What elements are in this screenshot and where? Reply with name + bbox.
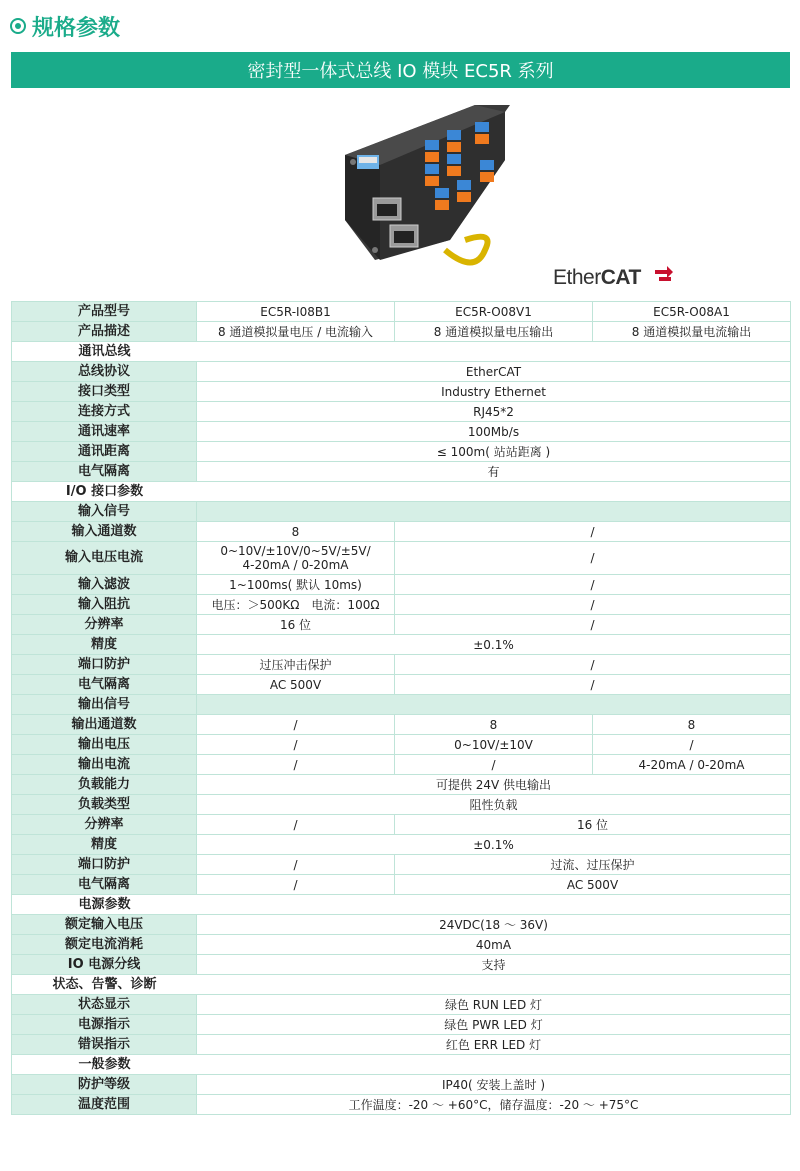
row-label: 温度范围 xyxy=(12,1095,197,1115)
row-label: 输出电流 xyxy=(12,755,197,775)
table-row xyxy=(12,795,791,815)
value-cell: Industry Ethernet xyxy=(197,382,791,402)
table-row xyxy=(12,615,791,635)
value-cell: 40mA xyxy=(197,935,791,955)
value-cell: 16 位 xyxy=(197,615,395,635)
value-cell: ≤ 100m( 站站距离 ) xyxy=(197,442,791,462)
row-label: 端口防护 xyxy=(12,855,197,875)
model-cell: EC5R-I08B1 xyxy=(197,302,395,322)
value-cell: / xyxy=(197,735,395,755)
value-cell: / xyxy=(395,675,791,695)
value-cell: / xyxy=(197,715,395,735)
value-cell: 可提供 24V 供电输出 xyxy=(197,775,791,795)
value-cell: AC 500V xyxy=(197,675,395,695)
section-title: I/O 接口参数 xyxy=(12,482,791,502)
row-label: 额定输入电压 xyxy=(12,915,197,935)
table-row xyxy=(12,1075,791,1095)
table-row xyxy=(12,1095,791,1115)
row-label: 输入通道数 xyxy=(12,522,197,542)
value-cell: 8 通道模拟量电压输出 xyxy=(395,322,593,342)
value-cell: / xyxy=(395,615,791,635)
ethercat-arrow-icon xyxy=(653,262,675,284)
ethercat-logo: EtherCAT xyxy=(553,266,641,290)
row-label: 通讯距离 xyxy=(12,442,197,462)
table-row xyxy=(12,522,791,542)
value-cell: 8 通道模拟量电压 / 电流输入 xyxy=(197,322,395,342)
row-label: 通讯速率 xyxy=(12,422,197,442)
row-label: 分辨率 xyxy=(12,615,197,635)
table-row xyxy=(12,635,791,655)
row-label: 负载类型 xyxy=(12,795,197,815)
table-row xyxy=(12,402,791,422)
table-row xyxy=(12,442,791,462)
value-cell: 过流、过压保护 xyxy=(395,855,791,875)
value-cell: 8 xyxy=(395,715,593,735)
subsection-fill xyxy=(197,502,791,522)
table-row xyxy=(12,775,791,795)
table-row xyxy=(12,595,791,615)
section-row-status xyxy=(12,975,791,995)
value-cell: 绿色 RUN LED 灯 xyxy=(197,995,791,1015)
row-label: 错误指示 xyxy=(12,1035,197,1055)
table-row xyxy=(12,422,791,442)
value-cell: / xyxy=(197,815,395,835)
row-label: 输入电压电流 xyxy=(12,542,197,575)
value-cell: / xyxy=(395,655,791,675)
table-row xyxy=(12,955,791,975)
table-row-model xyxy=(12,302,791,322)
value-cell: 0~10V/±10V/0~5V/±5V/ 4-20mA / 0-20mA xyxy=(197,542,395,575)
row-label: 精度 xyxy=(12,635,197,655)
table-row xyxy=(12,1015,791,1035)
value-cell: 0~10V/±10V xyxy=(395,735,593,755)
value-cell: 支持 xyxy=(197,955,791,975)
table-row xyxy=(12,935,791,955)
circle-bullet-icon xyxy=(10,18,26,34)
section-row-power xyxy=(12,895,791,915)
table-row-description xyxy=(12,322,791,342)
value-cell: 阻性负载 xyxy=(197,795,791,815)
subsection-title: 输出信号 xyxy=(12,695,197,715)
section-title: 通讯总线 xyxy=(12,342,791,362)
value-cell: / xyxy=(197,855,395,875)
value-cell: 16 位 xyxy=(395,815,791,835)
value-cell: / xyxy=(395,595,791,615)
value-cell: 工作温度：-20 ～ +60°C，储存温度：-20 ～ +75°C xyxy=(197,1095,791,1115)
row-label: 输入滤波 xyxy=(12,575,197,595)
subsection-fill xyxy=(197,695,791,715)
row-label: 负载能力 xyxy=(12,775,197,795)
section-row-io xyxy=(12,482,791,502)
row-label: 端口防护 xyxy=(12,655,197,675)
section-title: 状态、告警、诊断 xyxy=(12,975,791,995)
model-cell: EC5R-O08V1 xyxy=(395,302,593,322)
value-cell: 24VDC(18 ～ 36V) xyxy=(197,915,791,935)
table-row xyxy=(12,995,791,1015)
value-cell: IP40( 安装上盖时 ) xyxy=(197,1075,791,1095)
value-cell: / xyxy=(197,755,395,775)
value-cell: RJ45*2 xyxy=(197,402,791,422)
value-cell: 4-20mA / 0-20mA xyxy=(593,755,791,775)
row-label: 输入阻抗 xyxy=(12,595,197,615)
spec-table xyxy=(11,301,791,1115)
row-label: 产品描述 xyxy=(12,322,197,342)
row-label: 电气隔离 xyxy=(12,462,197,482)
value-cell: / xyxy=(395,542,791,575)
row-label: 防护等级 xyxy=(12,1075,197,1095)
row-label: 总线协议 xyxy=(12,362,197,382)
value-cell: / xyxy=(197,875,395,895)
row-label: 精度 xyxy=(12,835,197,855)
value-cell: 8 通道模拟量电流输出 xyxy=(593,322,791,342)
row-label: 额定电流消耗 xyxy=(12,935,197,955)
table-row xyxy=(12,542,791,575)
subsection-row-input xyxy=(12,502,791,522)
table-row xyxy=(12,1035,791,1055)
row-label: 接口类型 xyxy=(12,382,197,402)
value-cell: 100Mb/s xyxy=(197,422,791,442)
value-cell: / xyxy=(395,575,791,595)
row-label: 产品型号 xyxy=(12,302,197,322)
table-row xyxy=(12,735,791,755)
row-label: 状态显示 xyxy=(12,995,197,1015)
model-cell: EC5R-O08A1 xyxy=(593,302,791,322)
value-cell: 过压冲击保护 xyxy=(197,655,395,675)
value-cell: AC 500V xyxy=(395,875,791,895)
section-heading xyxy=(10,8,120,44)
product-series-banner: 密封型一体式总线 IO 模块 EC5R 系列 xyxy=(11,52,790,88)
table-row xyxy=(12,462,791,482)
table-row xyxy=(12,362,791,382)
row-label: 输出电压 xyxy=(12,735,197,755)
value-cell: 红色 ERR LED 灯 xyxy=(197,1035,791,1055)
table-row xyxy=(12,675,791,695)
table-row xyxy=(12,915,791,935)
value-cell: 1~100ms( 默认 10ms) xyxy=(197,575,395,595)
value-cell: ±0.1% xyxy=(197,835,791,855)
section-title: 一般参数 xyxy=(12,1055,791,1075)
section-row-comm xyxy=(12,342,791,362)
row-label: IO 电源分线 xyxy=(12,955,197,975)
value-cell: 8 xyxy=(593,715,791,735)
value-cell: / xyxy=(395,755,593,775)
subsection-row-output xyxy=(12,695,791,715)
row-label: 电气隔离 xyxy=(12,875,197,895)
value-cell: 绿色 PWR LED 灯 xyxy=(197,1015,791,1035)
table-row xyxy=(12,575,791,595)
table-row xyxy=(12,655,791,675)
table-row xyxy=(12,875,791,895)
value-cell: 8 xyxy=(197,522,395,542)
table-row xyxy=(12,835,791,855)
value-cell: 电压：＞500KΩ 电流：100Ω xyxy=(197,595,395,615)
row-label: 输出通道数 xyxy=(12,715,197,735)
value-cell: / xyxy=(593,735,791,755)
section-row-general xyxy=(12,1055,791,1075)
row-label: 连接方式 xyxy=(12,402,197,422)
row-label: 电气隔离 xyxy=(12,675,197,695)
table-row xyxy=(12,715,791,735)
subsection-title: 输入信号 xyxy=(12,502,197,522)
value-cell: / xyxy=(395,522,791,542)
table-row xyxy=(12,815,791,835)
value-cell: 有 xyxy=(197,462,791,482)
table-row xyxy=(12,855,791,875)
section-heading-text: 规格参数 xyxy=(32,15,121,41)
value-cell: ±0.1% xyxy=(197,635,791,655)
row-label: 电源指示 xyxy=(12,1015,197,1035)
section-title: 电源参数 xyxy=(12,895,791,915)
table-row xyxy=(12,382,791,402)
table-row xyxy=(12,755,791,775)
value-cell: EtherCAT xyxy=(197,362,791,382)
row-label: 分辨率 xyxy=(12,815,197,835)
